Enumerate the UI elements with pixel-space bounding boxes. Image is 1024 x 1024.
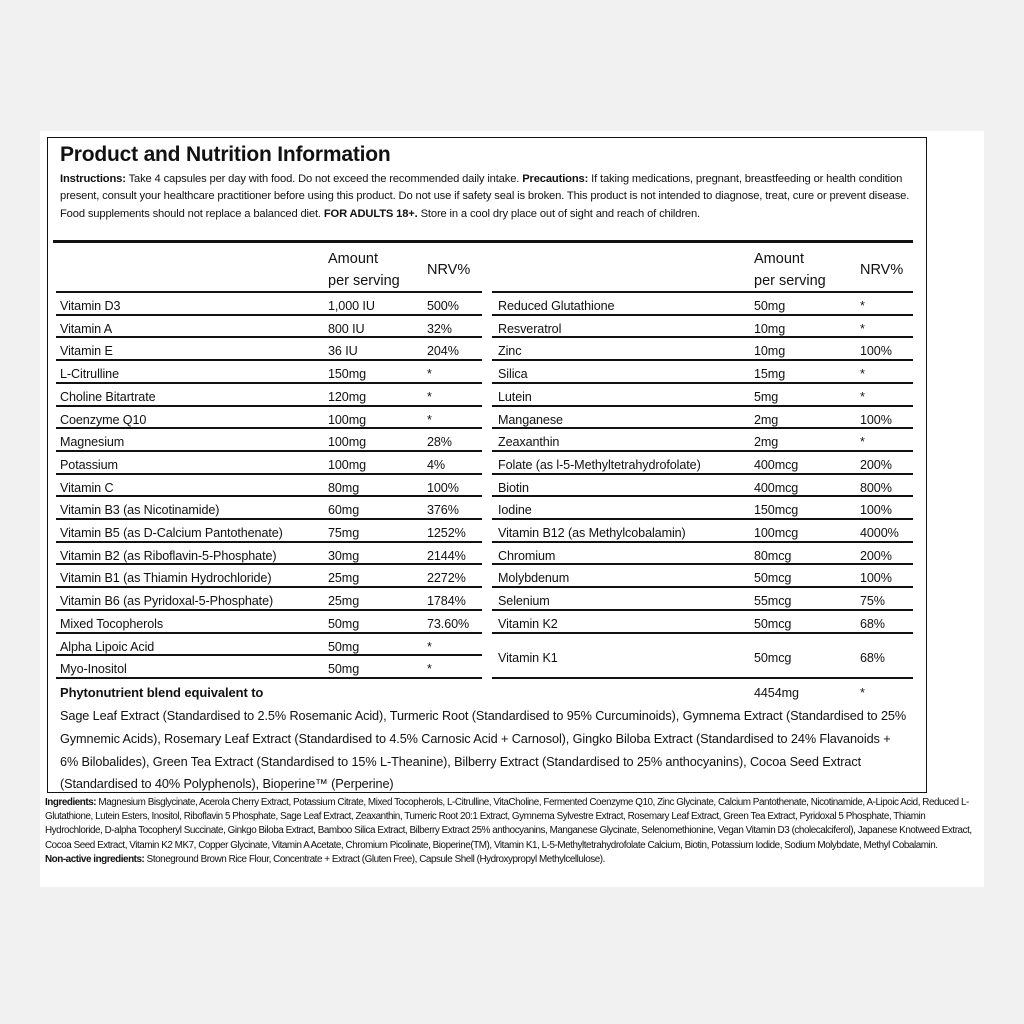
nutrient-name: Zeaxanthin (498, 435, 560, 450)
table-row-rule (56, 541, 482, 543)
nutrient-name: Reduced Glutathione (498, 299, 615, 313)
column-header-rule (492, 291, 913, 293)
nutrient-name: Lutein (498, 389, 532, 404)
nutrient-amount: 100mg (328, 457, 367, 472)
nutrient-amount: 15mg (754, 367, 786, 382)
nutrient-name: Vitamin K2 (498, 616, 558, 631)
nutrient-nrv: * (860, 389, 865, 404)
nutrient-amount: 150mcg (754, 503, 799, 518)
nutrient-amount: 75mg (328, 526, 360, 540)
nutrient-nrv: * (427, 662, 432, 677)
amount-header-line1: Amount (328, 251, 378, 267)
table-row-rule (56, 427, 482, 429)
nutrient-name: L-Citrulline (60, 367, 119, 382)
ingredients-list: Magnesium Bisglycinate, Acerola Cherry Extract, Potassium Citrate, Mixed Tocopherols, L-Citrulline, VitaCholine, Fermented Coenzyme Q10, Zinc Glycinate, Calcium Pantothenate, Nicotinamide, A-Lipoic Acid, Reduced L-Glutathione, Lutein Esters, Inositol, Riboflavin 5 Phosphate, Sage Leaf Extract, Zeaxanthin, Tumeric Root 20:1 Extract, Gymnema Sylvestre Extract, Rosemary Leaf Extract, Green Tea Extract, Pyridoxal 5 Phosphate, Thiamin Hydrochloride, D-alpha Tocopheryl Succinate, Ginkgo Biloba Extract, Bamboo Silica Extract, Bilberry Extract 25% anthocyanins, Manganese Glycinate, Selenomethionine, Vegan Vitamin D3 (cholecalciferol), Japanese Knotweed Extract, Cocoa Seed Extract, Vitamin K2 MK7, Copper Glycinate, Vitamin A Acetate, Chromium Picolinate, Bioperine(TM), Vitamin K1, L-5-Methyltetrahydrofolate Calcium, Biotin, Potassium Iodide, Sodium Molybdate, Methyl Cobalamin. (45, 797, 972, 851)
table-row-rule (492, 586, 913, 588)
nutrient-nrv: 2144% (427, 548, 466, 563)
nutrient-name: Alpha Lipoic Acid (60, 639, 155, 654)
table-row-rule (56, 654, 482, 656)
nutrient-nrv: 500% (427, 299, 459, 313)
nutrient-name: Vitamin D3 (60, 299, 121, 313)
ingredients-section (45, 796, 980, 867)
nutrient-amount: 50mg (754, 299, 786, 313)
nutrient-amount: 30mg (328, 548, 360, 563)
blend-nrv: * (860, 686, 865, 700)
table-row-rule (492, 495, 913, 497)
nutrient-name: Coenzyme Q10 (60, 412, 147, 427)
nutrient-amount: 10mg (754, 321, 786, 336)
storage-text: Store in a cool dry place out of sight and reach of children. (417, 207, 701, 220)
table-row-rule (56, 586, 482, 588)
amount-header-left (328, 248, 400, 292)
table-row-rule (492, 359, 913, 361)
instructions-body: Take 4 capsules per day with food. Do not exceed the recommended daily intake. (125, 173, 523, 185)
nonactive-label: Non-active ingredients: (45, 853, 145, 865)
blend-description: Sage Leaf Extract (Standardised to 2.5% Rosemanic Acid), Turmeric Root (Standardised to 95% Curcuminoids), Gymnema Extract (Standardised to 25% Gymnemic Acids), Rosemary Leaf Extract (Standardised to 4.5% Carnosic Acid + Carnosol), Gingko Biloba Extract (Standardised to 24% Flavanoids + 6% Bilobalides), Green Tea Extract (Standardised to 15% L-Theanine), Bilberry Extract (Standardised to 25% anthocyanins), Cocoa Seed Extract (Standardised to 40% Polyphenols), Bioperine™ (Perperine) (60, 709, 907, 792)
instructions-text (60, 171, 912, 223)
instructions-label: Instructions: (60, 173, 126, 185)
table-row-rule (56, 336, 482, 338)
table-row-rule (56, 314, 482, 316)
page-title: Product and Nutrition Information (60, 143, 391, 166)
nutrient-nrv: 100% (860, 503, 892, 518)
nutrient-nrv: 100% (860, 344, 892, 359)
nutrient-nrv: * (860, 321, 865, 336)
nutrient-amount: 50mcg (754, 616, 792, 631)
nutrient-name: Vitamin B2 (as Riboflavin-5-Phosphate) (60, 548, 277, 563)
nutrient-amount: 10mg (754, 344, 786, 359)
nutrient-amount: 100mg (328, 412, 367, 427)
nrv-header-left: NRV% (427, 262, 471, 278)
nutrient-name: Vitamin B3 (as Nicotinamide) (60, 503, 220, 518)
table-row-rule (56, 359, 482, 361)
nutrient-amount: 55mcg (754, 594, 792, 609)
nutrient-name: Vitamin K1 (498, 650, 558, 665)
nutrient-nrv: 68% (860, 616, 885, 631)
nonactive-list: Stoneground Brown Rice Flour, Concentrate + Extract (Gluten Free), Capsule Shell (Hydroxypropyl Methylcellulose). (144, 853, 605, 865)
nutrient-name: Vitamin B1 (as Thiamin Hydrochloride) (60, 571, 272, 586)
nutrient-name: Biotin (498, 480, 529, 495)
nutrient-nrv: 100% (860, 571, 892, 586)
nutrient-name: Zinc (498, 344, 522, 359)
nutrient-name: Potassium (60, 457, 118, 472)
adults-warning: FOR ADULTS 18+. (323, 207, 418, 220)
nutrient-name: Molybdenum (498, 571, 570, 586)
blend-label: Phytonutrient blend equivalent to (60, 685, 264, 700)
nutrient-nrv: 32% (427, 321, 452, 336)
nutrient-nrv: 200% (860, 457, 892, 472)
nutrient-amount: 1,000 IU (328, 299, 375, 313)
amount-header-right (754, 248, 826, 292)
nutrient-amount: 2mg (754, 412, 779, 427)
nutrient-nrv: 100% (860, 412, 892, 427)
nutrient-amount: 80mcg (754, 548, 792, 563)
precautions-label: Precautions: (522, 173, 589, 185)
nutrient-nrv: * (860, 367, 865, 382)
nutrient-nrv: * (860, 435, 865, 450)
nutrient-nrv: 2272% (427, 571, 466, 586)
precautions-body: If taking medications, pregnant, breastfeeding or health condition present, consult your healthcare practitioner before using this product. Do not use if safety seal is broken. This product is not intended to diagnose, treat, cure or prevent disease. Food supplements should not replace a balanced diet. (60, 173, 910, 220)
nutrient-nrv: * (427, 412, 432, 427)
blend-amount: 4454mg (754, 686, 799, 700)
nutrient-name: Vitamin E (60, 344, 113, 359)
nutrient-nrv: 100% (427, 480, 459, 495)
table-row-rule (56, 405, 482, 407)
nutrient-amount: 80mg (328, 480, 360, 495)
nutrient-nrv: 376% (427, 503, 459, 518)
nutrient-name: Choline Bitartrate (60, 389, 156, 404)
nutrient-amount: 100mg (328, 435, 367, 450)
nutrient-nrv: * (427, 639, 432, 654)
nutrient-amount: 50mcg (754, 650, 792, 665)
nutrient-amount: 50mg (328, 639, 360, 654)
nutrient-nrv: 1252% (427, 526, 466, 540)
nutrient-nrv: 4% (427, 457, 446, 472)
table-row-rule (56, 495, 482, 497)
column-header-rule (56, 291, 482, 293)
nutrient-amount: 2mg (754, 435, 779, 450)
nutrient-amount: 50mcg (754, 571, 792, 586)
nutrient-amount: 150mg (328, 367, 367, 382)
table-row-rule (56, 677, 482, 679)
nutrient-nrv: 68% (860, 650, 885, 665)
nutrient-amount: 120mg (328, 389, 367, 404)
nutrient-name: Silica (498, 367, 528, 382)
table-row-rule (56, 632, 482, 634)
nutrient-amount: 50mg (328, 616, 360, 631)
table-row-rule (492, 382, 913, 384)
nutrient-name: Manganese (498, 412, 563, 427)
nutrient-name: Myo-Inositol (60, 662, 127, 677)
nutrient-name: Selenium (498, 594, 550, 609)
nutrient-nrv: 200% (860, 548, 892, 563)
nutrient-name: Magnesium (60, 435, 125, 450)
nutrient-amount: 100mcg (754, 526, 799, 540)
nutrient-amount: 25mg (328, 594, 360, 609)
nutrient-nrv: 800% (860, 480, 892, 495)
nutrient-nrv: 73.60% (427, 616, 470, 631)
table-row-rule (492, 518, 913, 520)
nutrient-name: Vitamin C (60, 480, 114, 495)
table-row-rule (492, 473, 913, 475)
amount-header-line2: per serving (754, 273, 826, 289)
table-row-rule (56, 450, 482, 452)
table-row-rule (56, 382, 482, 384)
nutrient-name: Vitamin B5 (as D-Calcium Pantothenate) (60, 526, 283, 540)
nutrient-name: Resveratrol (498, 321, 562, 336)
nutrient-name: Iodine (498, 503, 532, 518)
table-row-rule (492, 336, 913, 338)
ingredients-label: Ingredients: (45, 797, 97, 808)
nutrient-nrv: * (427, 367, 432, 382)
header-divider (53, 240, 913, 243)
nutrient-name: Vitamin B12 (as Methylcobalamin) (498, 526, 686, 540)
table-row-rule (492, 314, 913, 316)
nutrient-nrv: * (427, 389, 432, 404)
table-row-rule (56, 609, 482, 611)
nutrient-amount: 800 IU (328, 321, 365, 336)
nutrient-amount: 60mg (328, 503, 360, 518)
nutrient-name: Vitamin A (60, 321, 113, 336)
nutrient-nrv: * (860, 299, 865, 313)
table-row-rule (492, 609, 913, 611)
amount-header-line2: per serving (328, 273, 400, 289)
nutrient-nrv: 1784% (427, 594, 466, 609)
amount-header-line1: Amount (754, 251, 804, 267)
nutrient-nrv: 75% (860, 594, 885, 609)
nrv-header-right: NRV% (860, 262, 904, 278)
nutrient-amount: 400mcg (754, 480, 799, 495)
table-row-rule (492, 632, 913, 634)
nutrient-amount: 25mg (328, 571, 360, 586)
nutrient-name: Chromium (498, 548, 556, 563)
table-row-rule (492, 541, 913, 543)
table-row-rule (492, 427, 913, 429)
table-row-rule (56, 473, 482, 475)
nutrient-amount: 50mg (328, 662, 360, 677)
table-row-rule (56, 563, 482, 565)
nutrient-name: Mixed Tocopherols (60, 616, 164, 631)
table-row-rule (56, 518, 482, 520)
nutrient-amount: 400mcg (754, 457, 799, 472)
table-row-rule (492, 677, 913, 679)
table-row-rule (492, 450, 913, 452)
table-row-rule (492, 563, 913, 565)
nutrient-name: Folate (as l-5-Methyltetrahydrofolate) (498, 457, 701, 472)
nutrient-amount: 5mg (754, 389, 779, 404)
nutrient-nrv: 28% (427, 435, 452, 450)
nutrient-nrv: 4000% (860, 526, 899, 540)
nutrient-amount: 36 IU (328, 344, 358, 359)
nutrient-name: Vitamin B6 (as Pyridoxal-5-Phosphate) (60, 594, 274, 609)
nutrient-nrv: 204% (427, 344, 459, 359)
table-row-rule (492, 405, 913, 407)
